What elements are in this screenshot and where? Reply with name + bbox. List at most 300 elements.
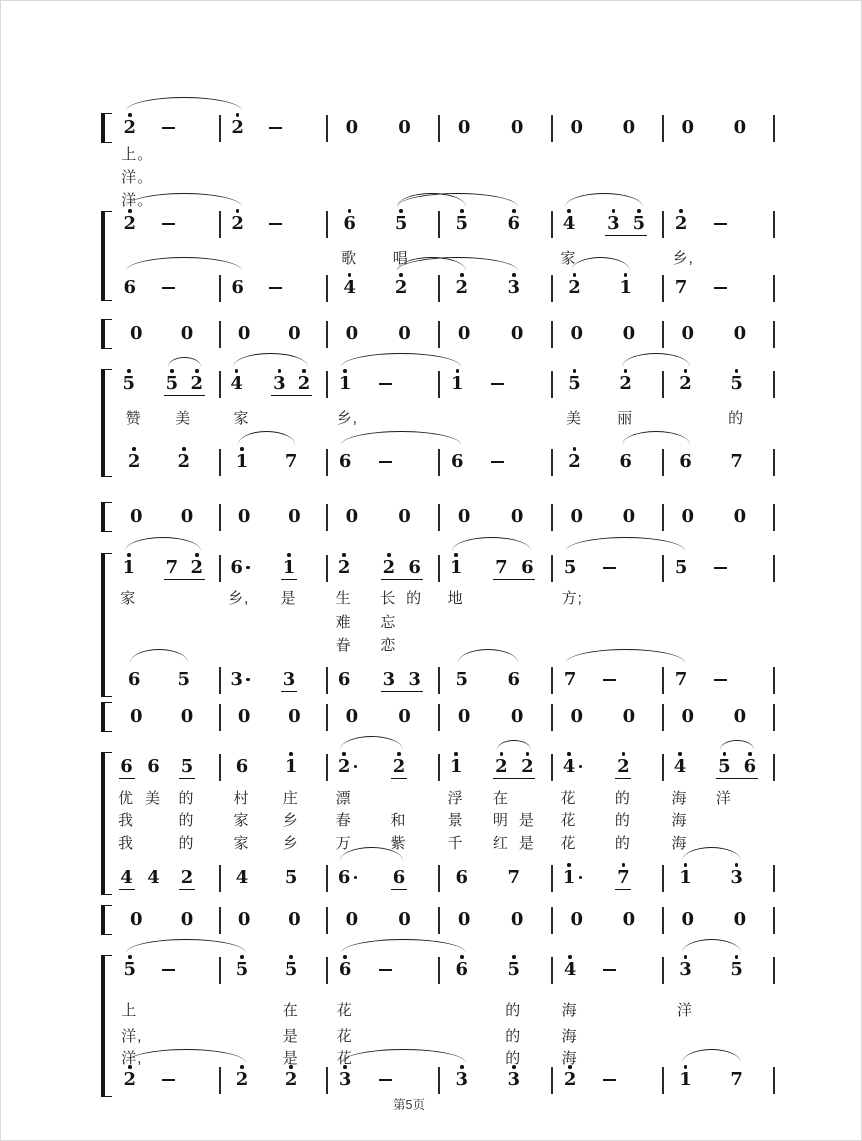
rest-token [179, 323, 195, 345]
lyric-syllable: 紫 [390, 835, 407, 852]
slur-arc [720, 740, 754, 750]
note-token [449, 373, 465, 395]
dash-token [161, 277, 177, 299]
duration-dash [714, 223, 727, 225]
barline [773, 907, 775, 934]
duration-dash [714, 567, 727, 569]
note-token [234, 451, 250, 473]
note-token [122, 959, 138, 981]
augmentation-dot [579, 876, 582, 879]
rest-token [680, 909, 696, 931]
system-bracket [101, 702, 112, 732]
note-digit: 5 [730, 373, 743, 394]
note-digit: 2 [127, 451, 141, 472]
note-token [229, 373, 245, 395]
note-token [337, 959, 353, 981]
barline [438, 555, 440, 582]
duration-dash [269, 287, 282, 289]
lyric-syllable: 是 [282, 1050, 299, 1067]
note-digit: 2 [392, 756, 406, 777]
lyric-syllable: 村 [233, 790, 250, 807]
lyric-syllable: 是 [280, 590, 297, 607]
note-digit: 5 [122, 373, 135, 394]
duration-dash [162, 1079, 175, 1081]
note-token [283, 756, 299, 778]
note-token [729, 1069, 745, 1091]
note-digit: 0 [681, 323, 695, 344]
lyric-syllable: 歌 [341, 250, 358, 267]
augmentation-dot [246, 566, 249, 569]
rest-token [732, 909, 748, 931]
note-token [448, 756, 464, 778]
octave-dot [735, 955, 739, 959]
note-digit: 2 [337, 557, 351, 578]
beam-line [281, 579, 297, 581]
note-digit: 5 [563, 557, 577, 578]
note-token [567, 451, 583, 473]
duration-dash [162, 969, 175, 971]
barline [662, 555, 664, 582]
note-token [506, 959, 522, 981]
note-digit: 7 [730, 451, 743, 472]
octave-dot [684, 369, 688, 373]
slur-arc [622, 353, 690, 367]
lyric-syllable: 和 [390, 812, 407, 829]
note-token [283, 451, 299, 473]
rest-token [236, 323, 252, 345]
note-digit: 6 [343, 213, 356, 234]
lyric-syllable: 海 [561, 1050, 578, 1067]
note-digit: 6 [230, 557, 243, 578]
note-digit: 0 [457, 909, 471, 930]
note-digit: 3 [382, 669, 396, 690]
lyric-row [111, 587, 777, 607]
slur-arc [566, 537, 685, 551]
note-digit: 5 [123, 959, 137, 980]
lyric-row [111, 1025, 777, 1045]
octave-dot [127, 369, 131, 373]
note-digit: 3 [455, 1069, 469, 1090]
note-digit: 1 [562, 867, 576, 888]
barline [219, 865, 221, 892]
note-digit: 3 [282, 669, 296, 690]
lyric-syllable: 丽 [617, 410, 634, 427]
note-digit: 4 [343, 277, 356, 298]
lyric-syllable: 花 [336, 1002, 353, 1019]
lyric-syllable: 红 [492, 835, 509, 852]
barline [551, 449, 553, 476]
barline [662, 957, 664, 984]
note-token [506, 213, 522, 235]
octave-dot [127, 553, 131, 557]
rest-token [680, 506, 696, 528]
barline [219, 504, 221, 531]
octave-dot [612, 209, 616, 213]
rest-token [179, 706, 195, 728]
barline [326, 1067, 328, 1094]
note-token [126, 451, 142, 473]
barline [773, 504, 775, 531]
note-digit: 0 [288, 706, 301, 727]
note-digit: 5 [284, 959, 298, 980]
rest-token [344, 117, 360, 139]
octave-dot [624, 369, 628, 373]
lyric-syllable: 洋。 [121, 169, 154, 186]
rest-token [179, 506, 195, 528]
rest-token [732, 323, 748, 345]
note-digit: 4 [563, 959, 577, 980]
barline [326, 957, 328, 984]
note-digit: 0 [237, 909, 251, 930]
lyric-syllable: 的 [178, 790, 195, 807]
note-token [562, 959, 578, 981]
note-digit: 5 [568, 373, 581, 394]
barline [326, 754, 328, 781]
notation-row [111, 959, 777, 981]
note-digit: 0 [130, 909, 143, 930]
note-token [381, 669, 397, 691]
note-token [122, 1069, 138, 1091]
note-token [189, 557, 205, 579]
barline [773, 275, 775, 302]
note-token [678, 451, 694, 473]
note-digit: 6 [743, 756, 757, 777]
note-digit: 2 [382, 557, 396, 578]
octave-dot [302, 369, 306, 373]
lyric-syllable: 生 [335, 590, 352, 607]
beam-line [381, 579, 423, 581]
rest-token [456, 323, 472, 345]
barline [438, 907, 440, 934]
barline [773, 957, 775, 984]
barline [438, 865, 440, 892]
rest-token [456, 117, 472, 139]
note-digit: 0 [237, 506, 251, 527]
notation-row [111, 867, 777, 889]
barline [773, 754, 775, 781]
note-token [121, 557, 137, 579]
duration-dash [603, 679, 616, 681]
note-digit: 0 [681, 909, 695, 930]
note-token [337, 1069, 353, 1091]
barline [551, 211, 553, 238]
octave-dot [454, 553, 458, 557]
note-digit: 5 [674, 557, 688, 578]
barline [326, 504, 328, 531]
note-token [283, 1069, 299, 1091]
note-digit: 2 [123, 213, 137, 234]
notation-row [111, 756, 777, 778]
lyric-row [111, 832, 777, 852]
beam-line [615, 889, 631, 891]
note-digit: 0 [733, 706, 747, 727]
barline [438, 449, 440, 476]
note-token [678, 959, 694, 981]
octave-dot [748, 752, 752, 756]
octave-dot [128, 113, 132, 117]
note-token [454, 213, 470, 235]
note-digit: 3 [507, 277, 521, 298]
octave-dot [512, 273, 516, 277]
note-digit: 4 [235, 867, 249, 888]
lyric-syllable: 万 [335, 835, 352, 852]
notation-row [111, 323, 777, 345]
dash-token [268, 277, 284, 299]
note-digit: 7 [730, 1069, 743, 1090]
note-digit: 4 [562, 756, 576, 777]
note-digit: 0 [398, 706, 411, 727]
note-digit: 2 [455, 277, 469, 298]
augmentation-dot [354, 765, 357, 768]
octave-dot [289, 752, 293, 756]
duration-dash [162, 127, 175, 129]
note-digit: 4 [673, 756, 687, 777]
note-token [506, 867, 522, 889]
rest-token [621, 909, 637, 931]
note-digit: 6 [455, 867, 469, 888]
beam-line [615, 778, 631, 780]
note-digit: 1 [284, 756, 298, 777]
note-token [561, 756, 577, 778]
note-token [391, 756, 407, 778]
rest-token [344, 706, 360, 728]
note-digit: 0 [622, 706, 636, 727]
slur-arc [622, 431, 690, 445]
octave-dot [735, 863, 739, 867]
slur-arc [341, 939, 466, 953]
note-token [407, 557, 423, 579]
note-digit: 7 [495, 557, 508, 578]
note-token [605, 213, 621, 235]
note-digit: 5 [394, 213, 408, 234]
note-digit: 0 [510, 706, 524, 727]
dash-token [268, 117, 284, 139]
lyric-row [111, 166, 777, 186]
note-digit: 1 [282, 557, 296, 578]
barline [662, 275, 664, 302]
note-digit: 2 [394, 277, 408, 298]
note-digit: 0 [733, 506, 747, 527]
note-digit: 2 [231, 213, 244, 234]
lyric-syllable: 美 [566, 410, 583, 427]
note-token [561, 213, 577, 235]
lyric-syllable: 花 [336, 1050, 353, 1067]
slur-arc [238, 431, 295, 445]
note-digit: 0 [237, 706, 251, 727]
duration-dash [162, 287, 175, 289]
barline [438, 504, 440, 531]
system-bracket [101, 502, 112, 532]
lyric-syllable: 景 [447, 812, 464, 829]
note-token [615, 867, 631, 889]
octave-dot [399, 273, 403, 277]
octave-dot [235, 369, 239, 373]
octave-dot [567, 209, 571, 213]
duration-dash [603, 1079, 616, 1081]
rest-token [621, 323, 637, 345]
note-digit: 2 [231, 117, 244, 138]
note-token [230, 213, 246, 235]
note-digit: 2 [568, 277, 581, 298]
note-digit: 0 [510, 909, 524, 930]
note-token [506, 1069, 522, 1091]
octave-dot [567, 863, 571, 867]
duration-dash [379, 383, 392, 385]
lyric-syllable: 方; [561, 590, 583, 607]
note-token [729, 959, 745, 981]
rest-token [397, 706, 413, 728]
system-bracket [101, 905, 112, 935]
dash-token [713, 669, 729, 691]
note-digit: 5 [165, 373, 179, 394]
note-digit: 2 [180, 867, 194, 888]
barline [773, 371, 775, 398]
lyric-syllable: 的 [728, 410, 745, 427]
note-digit: 3 [338, 1069, 352, 1090]
note-token [678, 373, 694, 395]
rest-token [509, 117, 525, 139]
lyric-syllable: 春 [335, 812, 352, 829]
note-digit: 2 [674, 213, 688, 234]
note-token [122, 277, 138, 299]
note-digit: 6 [123, 277, 137, 298]
note-digit: 5 [177, 669, 191, 690]
rest-token [128, 506, 144, 528]
note-digit: 3 [730, 867, 743, 888]
note-digit: 6 [507, 213, 521, 234]
note-token [562, 1069, 578, 1091]
barline [326, 211, 328, 238]
lyric-syllable: 明 [492, 812, 509, 829]
lyric-syllable: 海 [671, 812, 688, 829]
note-token [121, 373, 137, 395]
lyric-syllable: 我 [118, 812, 135, 829]
note-digit: 6 [338, 451, 352, 472]
beam-line [391, 778, 407, 780]
barline [438, 667, 440, 694]
dash-token [378, 373, 394, 395]
system-bracket [101, 955, 112, 1097]
lyric-row [111, 999, 777, 1019]
lyric-syllable: 浮 [447, 790, 464, 807]
barline [326, 865, 328, 892]
rest-token [680, 117, 696, 139]
lyric-syllable: 乡 [282, 812, 299, 829]
note-token [673, 213, 689, 235]
notation-row [111, 506, 777, 528]
barline [662, 907, 664, 934]
note-token [519, 756, 535, 778]
lyric-syllable: 是 [282, 1028, 299, 1045]
barline [551, 1067, 553, 1094]
rest-token [344, 909, 360, 931]
barline [662, 667, 664, 694]
barline [219, 371, 221, 398]
rest-token [732, 706, 748, 728]
lyric-syllable: 难 [335, 614, 352, 631]
note-digit: 0 [398, 117, 411, 138]
note-digit: 0 [237, 323, 251, 344]
dash-token [268, 213, 284, 235]
note-token [393, 213, 409, 235]
note-token [618, 451, 634, 473]
note-digit: 2 [679, 373, 692, 394]
slur-arc [233, 353, 308, 367]
beam-line [716, 778, 758, 780]
barline [773, 449, 775, 476]
lyric-syllable: 洋 [715, 790, 732, 807]
note-token [506, 277, 522, 299]
note-token [567, 373, 583, 395]
barline [326, 555, 328, 582]
lyric-syllable: 赞 [125, 410, 142, 427]
octave-dot [679, 209, 683, 213]
note-token [234, 756, 250, 778]
note-token [448, 557, 464, 579]
note-digit: 2 [123, 1069, 137, 1090]
note-token [716, 756, 732, 778]
note-token [189, 373, 205, 395]
octave-dot [182, 447, 186, 451]
lyric-row [111, 611, 777, 631]
barline [551, 321, 553, 348]
note-digit: 7 [165, 557, 179, 578]
note-token [271, 373, 287, 395]
note-token [146, 867, 162, 889]
lyric-row [111, 634, 777, 654]
note-token [729, 373, 745, 395]
rest-token [397, 909, 413, 931]
octave-dot [526, 752, 530, 756]
note-digit: 6 [231, 277, 244, 298]
barline [662, 321, 664, 348]
note-digit: 0 [457, 117, 471, 138]
octave-dot [195, 553, 199, 557]
dash-token [713, 557, 729, 579]
note-digit: 1 [619, 277, 632, 298]
barline [551, 957, 553, 984]
rest-token [509, 909, 525, 931]
note-digit: 0 [288, 506, 301, 527]
note-digit: 2 [563, 1069, 577, 1090]
note-digit: 0 [733, 323, 747, 344]
barline [326, 907, 328, 934]
note-digit: 6 [337, 669, 351, 690]
barline [551, 555, 553, 582]
dash-token [602, 557, 618, 579]
lyric-syllable: 的 [614, 835, 631, 852]
note-token [493, 756, 509, 778]
rest-token [680, 706, 696, 728]
octave-dot [195, 369, 199, 373]
note-token [672, 756, 688, 778]
note-token [342, 213, 358, 235]
note-token [454, 959, 470, 981]
rest-token [509, 706, 525, 728]
octave-dot [128, 209, 132, 213]
barline [551, 865, 553, 892]
note-token [454, 1069, 470, 1091]
note-digit: 1 [449, 756, 463, 777]
note-digit: 0 [180, 909, 194, 930]
note-token [673, 277, 689, 299]
notation-row [111, 451, 777, 473]
rest-token [128, 323, 144, 345]
augmentation-dot [579, 765, 582, 768]
octave-dot [240, 447, 244, 451]
rest-token [286, 706, 302, 728]
barline [773, 555, 775, 582]
